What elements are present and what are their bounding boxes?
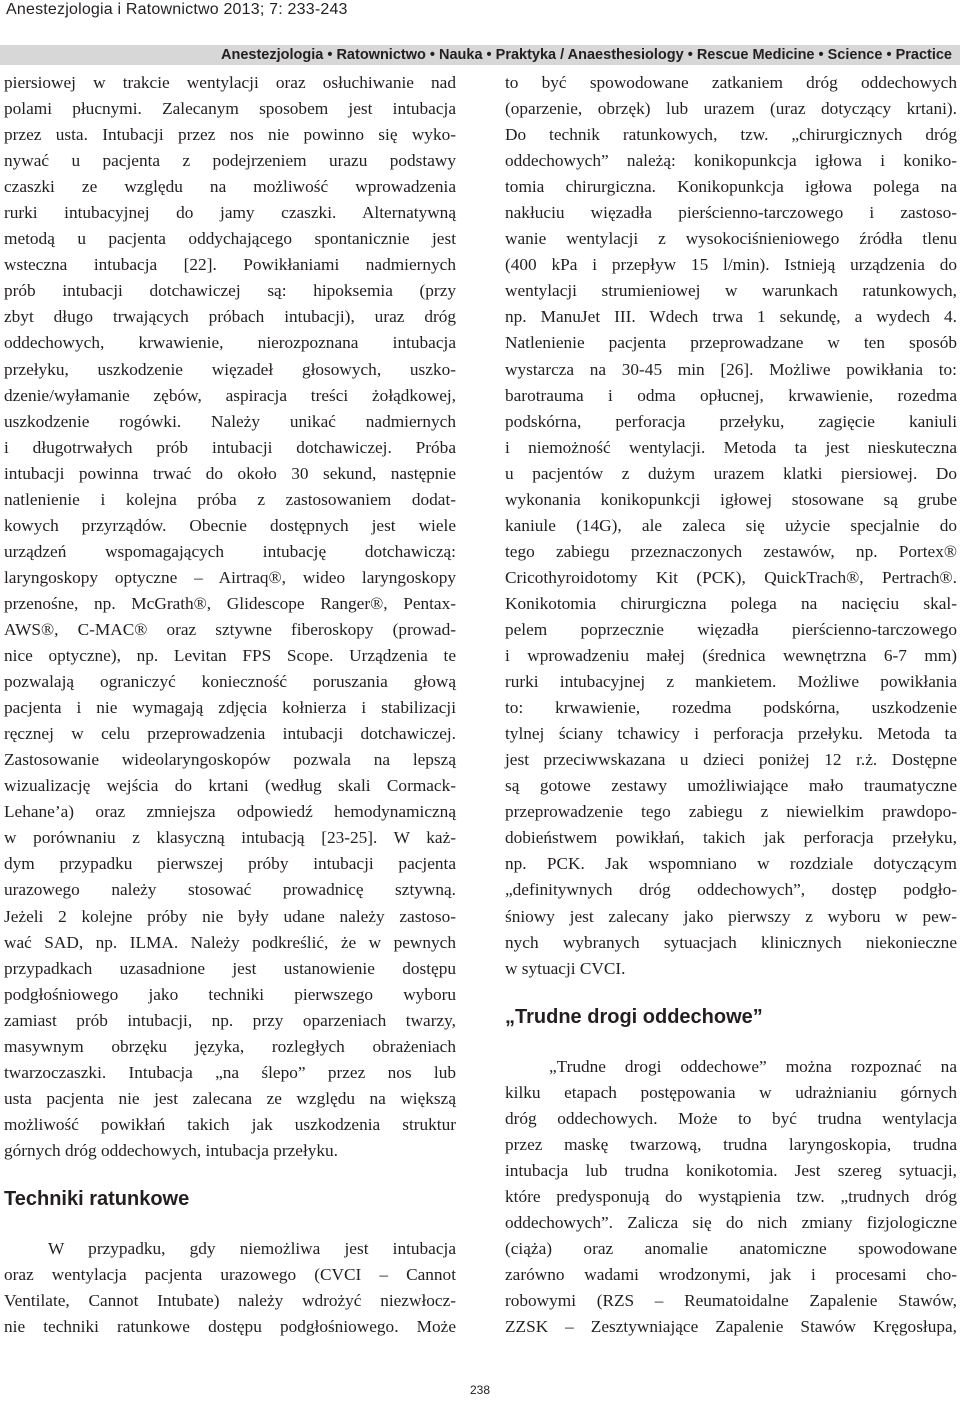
text-line: zarówno wadami wrodzonymi, jak i procesami cho-: [505, 1265, 957, 1285]
text-line: Natlenienie pacjenta przeprowadzane w ten sposób: [505, 333, 957, 353]
text-line: wać SAD, np. ILMA. Należy podkreślić, że w pewnych: [4, 932, 456, 952]
spacer: [4, 1214, 456, 1236]
text-line: przeprowadzenie tego zabiegu z niewielkim prawdopo-: [505, 802, 957, 822]
text-line: masywnym obrzęku języka, rozległych obrażeniach: [4, 1036, 456, 1056]
text-line: (400 kPa i przepływ 15 l/min). Istnieją urządzenia do: [505, 255, 957, 275]
text-line: i wprowadzeniu małej (średnica wewnętrzna 6-7 mm): [505, 646, 957, 666]
text-line: (ciąża) oraz anomalie anatomiczne spowodowane: [505, 1238, 957, 1258]
text-line: nakłuciu więzadła pierścienno-tarczowego i zastoso-: [505, 203, 957, 223]
text-line: „definitywnych dróg oddechowych”, dostęp podgło-: [505, 880, 957, 900]
text-line: tego zabiegu przeznaczonych zestawów, np. Portex®: [505, 541, 957, 561]
text-line: oddechowych, krwawienie, nierozpoznana intubacja: [4, 333, 456, 353]
text-line: i długotrwałych prób intubacji dotchawiczej. Próba: [4, 437, 456, 457]
text-line: AWS®, C-MAC® oraz sztywne fiberoskopy (prowad-: [4, 619, 456, 639]
text-line: w sytuacji CVCI.: [505, 958, 626, 978]
right-paragraph-1: [505, 70, 957, 982]
text-line: pacjenta i nie wymagają zdjęcia kołnierza i stabilizacji: [4, 698, 456, 718]
spacer: [505, 1032, 957, 1054]
text-line: górnych dróg oddechowych, intubacja przełyku.: [4, 1140, 338, 1160]
text-line: uszkodzenie rogówki. Należy unikać nadmiernych: [4, 411, 456, 431]
text-line: przełyku, uszkodzenie więzadeł głosowych, uszko-: [4, 359, 456, 379]
text-line: np. ManuJet III. Wdech trwa 1 sekundę, a wydech 4.: [505, 307, 957, 327]
text-line: urządzeń wspomagających intubację dotchawiczą:: [4, 541, 456, 561]
text-line: ZZSK – Zesztywniające Zapalenie Stawów Kręgosłupa,: [505, 1317, 957, 1337]
journal-header-bar: [0, 45, 960, 65]
right-paragraph-2: [505, 1054, 957, 1341]
text-line: zbyt długo trwających próbach intubacji), uraz dróg: [4, 307, 456, 327]
text-line: ręcznej w celu przeprowadzenia intubacji dotchawiczej.: [4, 724, 456, 744]
text-line: dzenie/wyłamanie zębów, aspiracja treści żołądkowej,: [4, 385, 456, 405]
text-line: pelem poprzecznie więzadła pierścienno-tarczowego: [505, 619, 957, 639]
text-line: nie techniki ratunkowe dostępu podgłośniowego. Może: [4, 1317, 456, 1337]
text-line: przenośne, np. McGrath®, Glidescope Ranger®, Pentax-: [4, 593, 456, 613]
right-column: [505, 70, 957, 1340]
text-line: kilku etapach postępowania w udrażnianiu górnych: [505, 1082, 957, 1102]
text-line: „Trudne drogi oddechowe” można rozpoznać na: [549, 1056, 957, 1076]
text-line: i niemożność wentylacji. Metoda ta jest nieskuteczna: [505, 437, 957, 457]
text-line: natlenienie i kolejna próba z zastosowaniem dodat-: [4, 489, 456, 509]
left-column: [4, 70, 456, 1340]
section-heading-techniki: Techniki ratunkowe: [4, 1187, 190, 1210]
text-line: zamiast prób intubacji, np. przy oparzeniach twarzy,: [4, 1010, 456, 1030]
text-line: dobieństwem powikłań, takich jak perforacja przełyku,: [505, 828, 957, 848]
text-line: Do technik ratunkowych, tzw. „chirurgicznych dróg: [505, 125, 957, 145]
text-line: wystarcza na 30-45 min [26]. Możliwe powikłania to:: [505, 359, 957, 379]
text-line: nywać u pacjenta z podejrzeniem urazu podstawy: [4, 151, 456, 171]
page-number: 238: [469, 1383, 491, 1397]
text-line: (oparzenie, obrzęk) lub urazem (uraz dotyczący krtani).: [505, 99, 957, 119]
text-line: wentylacji strumieniowej w warunkach ratunkowych,: [505, 281, 957, 301]
spacer: [4, 1164, 456, 1184]
text-line: śniowy jest zalecany jako pierwszy z wyboru w pew-: [505, 906, 957, 926]
text-line: piersiowej w trakcie wentylacji oraz osłuchiwanie nad: [4, 73, 456, 92]
text-line: urazowego należy stosować prowadnicę sztywną.: [4, 880, 456, 900]
text-line: rurki intubacyjnej z mankietem. Możliwe powikłania: [505, 672, 957, 692]
text-line: barotrauma i odma opłucnej, krwawienie, rozedma: [505, 385, 957, 405]
text-line: twarzoczaszki. Intubacja „na ślepo” przez nos lub: [4, 1062, 456, 1082]
text-line: dym przypadku pierwszej próby intubacji pacjenta: [4, 854, 456, 874]
text-line: Ventilate, Cannot Intubate) należy wdrożyć niezwłocz-: [4, 1291, 456, 1311]
text-line: oddechowych”. Zalicza się do nich zmiany fizjologiczne: [505, 1212, 957, 1232]
text-line: które predysponują do wystąpienia tzw. „trudnych dróg: [505, 1186, 957, 1206]
text-line: intubacji powinna trwać do około 30 sekund, następnie: [4, 463, 456, 483]
text-line: Cricothyroidotomy Kit (PCK), QuickTrach®, Pertrach®.: [505, 567, 957, 587]
text-line: nych wybranych sytuacjach klinicznych niekonieczne: [505, 932, 957, 952]
text-line: oraz wentylacja pacjenta urazowego (CVCI – Cannot: [4, 1265, 456, 1285]
text-line: prób intubacji dotchawiczej są: hipoksemia (przy: [4, 281, 456, 301]
text-line: to: krwawienie, rozedma podskórna, uszkodzenie: [505, 698, 957, 718]
spacer: [505, 982, 957, 1002]
text-line: podgłośniowego jako techniki pierwszego wyboru: [4, 984, 456, 1004]
text-line: W przypadku, gdy niemożliwa jest intubacja: [48, 1238, 456, 1258]
text-line: metodą u pacjenta oddychającego spontanicznie jest: [4, 229, 456, 249]
text-line: intubacja lub trudna konikotomia. Jest szereg sytuacji,: [505, 1160, 957, 1180]
text-line: kowych przyrządów. Obecnie dostępnych jest wiele: [4, 515, 456, 535]
text-line: pozwalają ograniczyć konieczność poruszania głową: [4, 672, 456, 692]
text-line: np. PCK. Jak wspomniano w rozdziale dotyczącym: [505, 854, 957, 874]
text-line: nice optyczne), np. Levitan FPS Scope. Urządzenia te: [4, 646, 456, 666]
text-line: oddechowych” należą: konikopunkcja igłowa i koniko-: [505, 151, 957, 171]
text-line: przypadkach uzasadnione jest ustanowienie dostępu: [4, 958, 456, 978]
text-line: Jeżeli 2 kolejne próby nie były udane należy zastoso-: [4, 906, 456, 926]
text-line: jest przeciwwskazana u dzieci poniżej 12 r.ż. Dostępne: [505, 750, 957, 770]
text-line: dróg oddechowych. Może to być trudna wentylacja: [505, 1108, 957, 1128]
text-line: polami płucnymi. Zalecanym sposobem jest intubacja: [4, 99, 456, 119]
text-line: to być spowodowane zatkaniem dróg oddechowych: [505, 73, 957, 92]
text-line: w porównaniu z klasyczną intubacją [23-25]. W każ-: [4, 828, 456, 848]
text-line: u pacjentów z dużym urazem klatki piersiowej. Do: [505, 463, 957, 483]
journal-header-text: Anestezjologia • Ratownictwo • Nauka • Praktyka / Anaesthesiology • Rescue Medicine • Science • Practice: [221, 47, 952, 63]
text-line: Zastosowanie wideolaryngoskopów pozwala na lepszą: [4, 750, 456, 770]
text-line: wizualizację wejścia do krtani (według skali Cormack-: [4, 776, 456, 796]
citation: Anestezjologia i Ratownictwo 2013; 7: 233-243: [6, 1, 348, 18]
text-line: Konikotomia chirurgiczna polega na nacięciu skal-: [505, 593, 957, 613]
text-line: tomia chirurgiczna. Konikopunkcja igłowa polega na: [505, 177, 957, 197]
text-line: kaniule (14G), ale zaleca się użycie specjalnie do: [505, 515, 957, 535]
left-paragraph-2: [4, 1236, 456, 1340]
text-line: wanie wentylacji z wysokociśnieniowego źródła tlenu: [505, 229, 957, 249]
left-paragraph-1: [4, 70, 456, 1164]
text-line: usta pacjenta nie jest zalecana ze względu na większą: [4, 1088, 456, 1108]
text-line: wsteczna intubacja [22]. Powikłaniami nadmiernych: [4, 255, 456, 275]
section-heading-trudne: „Trudne drogi oddechowe”: [505, 1005, 763, 1028]
text-line: możliwość powikłań takich jak uszkodzenia struktur: [4, 1114, 456, 1134]
text-line: tylnej ściany tchawicy i perforacja przełyku. Metoda ta: [505, 724, 957, 744]
text-line: robowymi (RZS – Reumatoidalne Zapalenie Stawów,: [505, 1291, 957, 1311]
text-line: przez usta. Intubacji przez nos nie powinno się wyko-: [4, 125, 456, 145]
text-line: rurki intubacyjnej do jamy czaszki. Alternatywną: [4, 203, 456, 223]
text-line: wykonania konikopunkcji igłowej stosowane są grube: [505, 489, 957, 509]
text-line: podskórna, perforacja przełyku, zagięcie kaniuli: [505, 411, 957, 431]
text-line: laryngoskopy optyczne – Airtraq®, wideo laryngoskopy: [4, 567, 456, 587]
text-line: przez maskę twarzową, trudna laryngoskopia, trudna: [505, 1134, 957, 1154]
text-line: są gotowe zestawy umożliwiające mało traumatyczne: [505, 776, 957, 796]
text-line: Lehane’a) oraz zmniejsza odpowiedź hemodynamiczną: [4, 802, 456, 822]
text-line: czaszki ze względu na możliwość wprowadzenia: [4, 177, 456, 197]
